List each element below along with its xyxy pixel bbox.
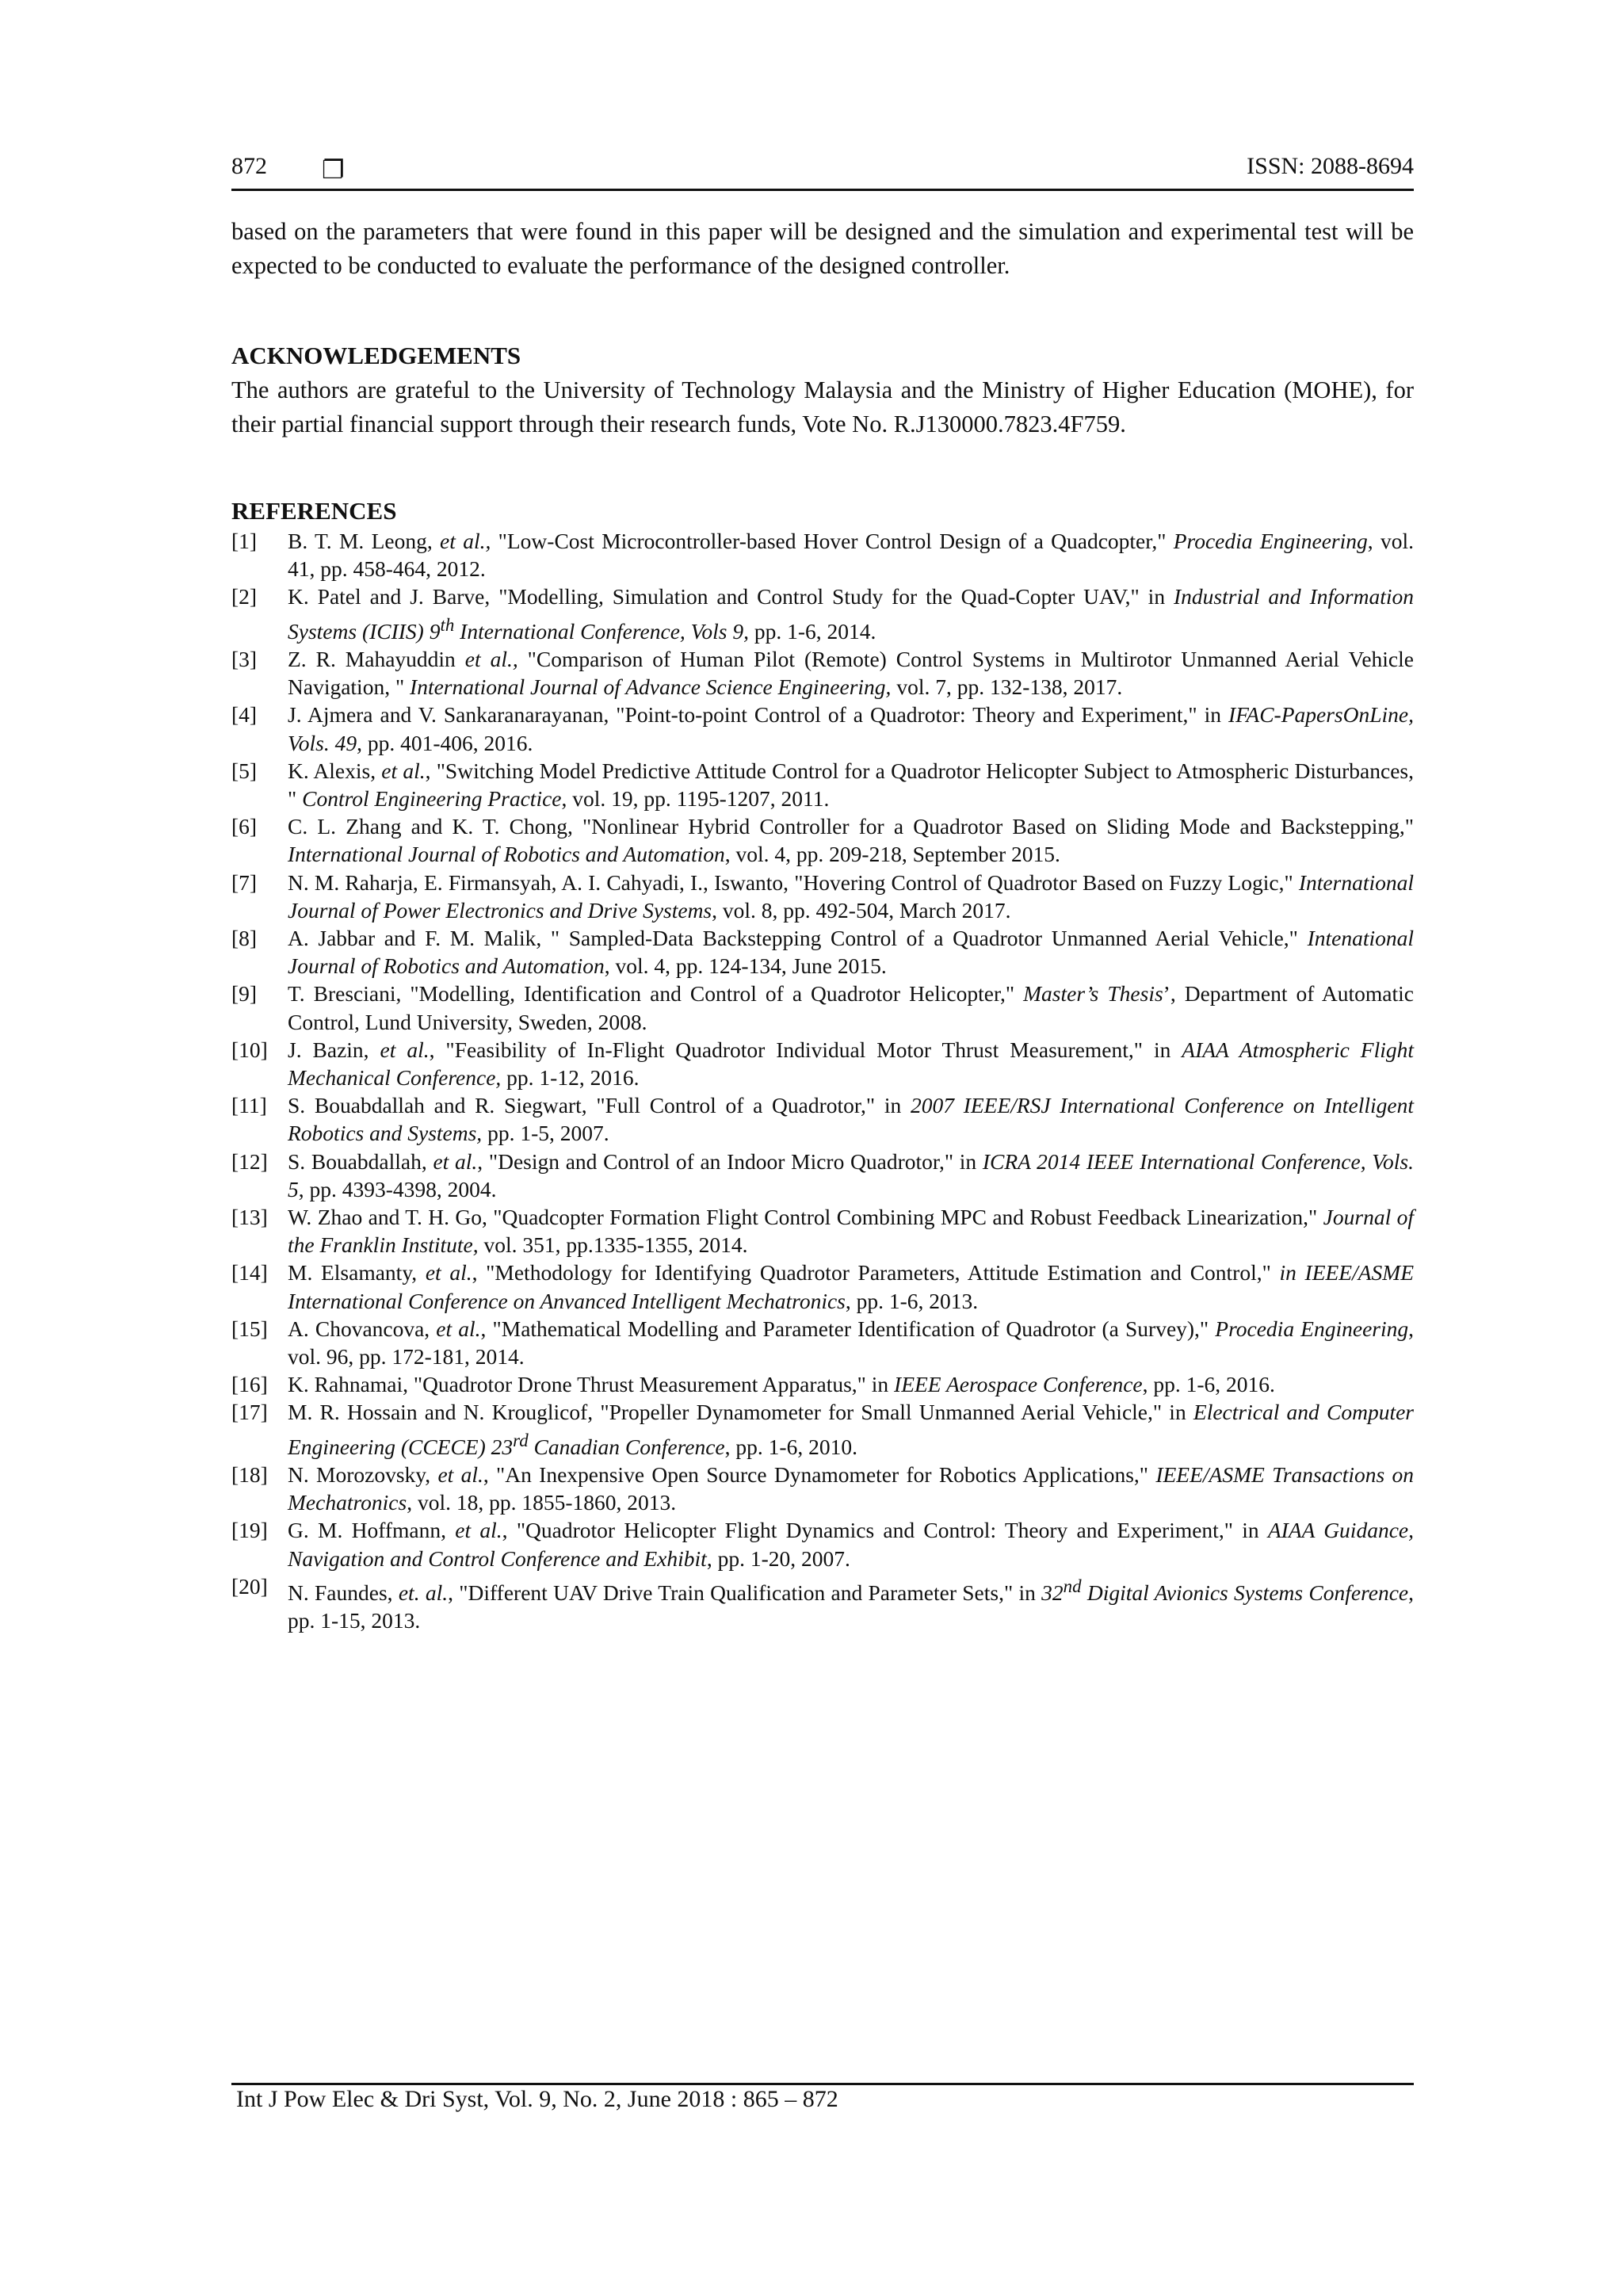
reference-number: [16] bbox=[231, 1372, 268, 1397]
reference-item bbox=[231, 980, 1414, 1035]
ref-text: B. T. M. Leong, bbox=[288, 529, 441, 553]
ref-italic: et al. bbox=[455, 1518, 502, 1543]
ref-italic: et. al. bbox=[398, 1580, 449, 1605]
reference-number: [14] bbox=[231, 1260, 268, 1286]
ref-text: pp. 1-12, 2016. bbox=[501, 1065, 640, 1091]
ref-text: , "Different UAV Drive Train Qualification and Parameter Sets," in bbox=[448, 1580, 1042, 1605]
reference-number: [8] bbox=[231, 926, 258, 950]
reference-number: [3] bbox=[231, 646, 258, 671]
reference-number: [20] bbox=[231, 1573, 268, 1599]
ref-text: K. Rahnamai, "Quadrotor Drone Thrust Measurement Apparatus," in bbox=[288, 1372, 895, 1397]
issn-label: ISSN: 2088-8694 bbox=[1247, 153, 1414, 179]
reference-item bbox=[231, 701, 1414, 756]
ref-text: , "Mathematical Modelling and Parameter Identification of Quadrotor (a Survey)," bbox=[480, 1316, 1216, 1341]
ref-italic: et al. bbox=[436, 1316, 481, 1341]
ref-text: , pp. 1-6, 2010. bbox=[724, 1434, 857, 1459]
ref-superscript: nd bbox=[1063, 1576, 1082, 1596]
acknowledgements-heading: ACKNOWLEDGEMENTS bbox=[231, 342, 521, 369]
ref-italic: International Journal of Power Electronics and Drive Systems bbox=[288, 869, 1414, 923]
ref-text: J. Bazin, bbox=[288, 1037, 380, 1062]
reference-item bbox=[231, 1370, 1414, 1398]
intro-paragraph: based on the parameters that were found in this paper will be designed and the simulation and experimental test will be expected to be conducted to evaluate the performance of the designed controller. bbox=[231, 218, 1414, 279]
ref-text: , vol. 18, pp. 1855-1860, 2013. bbox=[407, 1490, 677, 1515]
ref-italic: Master’s Thesis bbox=[1023, 981, 1163, 1007]
ref-text: , pp. 1-15, 2013. bbox=[288, 1580, 1414, 1633]
ref-text: J. Ajmera and V. Sankaranarayanan, "Point-to-point Control of a Quadrotor: Theory and Experiment," in bbox=[288, 702, 1228, 728]
ref-text: N. Faundes, bbox=[288, 1580, 399, 1605]
page-number: 872 bbox=[231, 153, 267, 179]
reference-item bbox=[231, 1259, 1414, 1314]
ref-italic: Procedia Engineering bbox=[1173, 529, 1368, 553]
header-rule bbox=[231, 189, 1414, 191]
ref-text: K. Alexis, bbox=[288, 758, 382, 783]
ref-italic: 32 bbox=[1041, 1580, 1064, 1605]
reference-number: [15] bbox=[231, 1316, 268, 1341]
reference-number: [1] bbox=[231, 529, 258, 553]
ref-superscript: th bbox=[440, 614, 455, 635]
reference-item bbox=[231, 1461, 1414, 1516]
footer-rule bbox=[231, 2083, 1414, 2085]
ref-text: G. M. Hoffmann, bbox=[288, 1518, 456, 1543]
ref-italic: AIAA Guidance, Navigation and Control Conference and Exhibit bbox=[288, 1518, 1414, 1571]
ref-italic: et al., bbox=[440, 529, 491, 553]
ref-italic: 2007 IEEE/RSJ International Conference on Intelligent Robotics and Systems, bbox=[288, 1093, 1414, 1146]
reference-item bbox=[231, 757, 1414, 812]
ref-text: , vol. 41, pp. 458-464, 2012. bbox=[288, 529, 1414, 582]
ref-text: , pp. 1-6, 2016. bbox=[1142, 1372, 1275, 1397]
ref-text: A. Jabbar and F. M. Malik, " Sampled-Data Backstepping Control of a Quadrotor Unmanned Aerial Vehicle," bbox=[288, 926, 1308, 950]
ref-text: vol. 351, pp.1335-1355, 2014. bbox=[478, 1232, 748, 1258]
reference-number: [17] bbox=[231, 1400, 268, 1425]
ref-italic: ICRA 2014 IEEE International Conference, Vols. 5 bbox=[288, 1148, 1415, 1201]
ref-text: , vol. 8, pp. 492-504, March 2017. bbox=[712, 897, 1011, 923]
ref-text: , pp. 4393-4398, 2004. bbox=[298, 1176, 497, 1201]
checkbox-glyph-icon: ❐ bbox=[322, 155, 345, 184]
ref-italic: et al. bbox=[425, 1260, 472, 1286]
reference-number: [2] bbox=[231, 584, 258, 609]
ref-text: W. Zhao and T. H. Go, "Quadcopter Formation Flight Control Combining MPC and Robust Feedback Linearization," bbox=[288, 1205, 1323, 1230]
ref-text: , vol. 19, pp. 1195-1207, 2011. bbox=[561, 785, 830, 811]
ref-text: , "Methodology for Identifying Quadrotor Parameters, Attitude Estimation and Control," bbox=[472, 1260, 1280, 1286]
ref-text: C. L. Zhang and K. T. Chong, "Nonlinear Hybrid Controller for a Quadrotor Based on Sliding Mode and Backstepping," bbox=[288, 814, 1414, 839]
ref-italic: Procedia Engineering bbox=[1215, 1316, 1409, 1341]
reference-number: [7] bbox=[231, 869, 258, 895]
reference-item bbox=[231, 527, 1414, 583]
ref-text: , pp. 1-6, 2013. bbox=[845, 1288, 979, 1313]
ref-italic: IFAC-PapersOnLine, Vols. 49 bbox=[288, 702, 1414, 755]
reference-item bbox=[231, 1398, 1414, 1461]
acknowledgements-text: The authors are grateful to the University of Technology Malaysia and the Ministry of Higher Education (MOHE), for their partial financial support through their research funds, Vote No. R.J130000.7823.4F759. bbox=[231, 376, 1414, 437]
ref-italic: International Conference, Vols 9, bbox=[454, 618, 749, 644]
ref-italic: International Journal of Advance Science Engineering, bbox=[410, 674, 892, 700]
ref-text: , pp. 1-20, 2007. bbox=[706, 1545, 850, 1571]
ref-italic: et al. bbox=[437, 1462, 483, 1488]
page-footer: Int J Pow Elec & Dri Syst, Vol. 9, No. 2, June 2018 : 865 – 872 bbox=[236, 2086, 838, 2112]
reference-item bbox=[231, 583, 1414, 645]
ref-text: A. Chovancova, bbox=[288, 1316, 437, 1341]
ref-italic: et al. bbox=[433, 1148, 478, 1174]
ref-text: N. M. Raharja, E. Firmansyah, A. I. Cahyadi, I., Iswanto, "Hovering Control of Quadrotor Based on Fuzzy Logic," bbox=[288, 869, 1299, 895]
references-list bbox=[231, 527, 1414, 1634]
ref-text: , "Switching Model Predictive Attitude Control for a Quadrotor Helicopter Subject to Atmospheric Disturbances, " bbox=[288, 758, 1415, 811]
reference-item bbox=[231, 1315, 1414, 1370]
reference-item bbox=[231, 924, 1414, 980]
ref-italic: et al., bbox=[464, 646, 518, 671]
ref-italic: in IEEE/ASME International Conference on Anvanced Intelligent Mechatronics bbox=[288, 1260, 1415, 1313]
ref-text: , pp. 401-406, 2016. bbox=[357, 730, 533, 755]
ref-italic: Canadian Conference bbox=[528, 1434, 725, 1459]
reference-item bbox=[231, 812, 1414, 868]
reference-number: [18] bbox=[231, 1462, 268, 1488]
ref-text: , "Quadrotor Helicopter Flight Dynamics and Control: Theory and Experiment," in bbox=[502, 1518, 1268, 1543]
reference-item bbox=[231, 1036, 1414, 1091]
reference-item bbox=[231, 1572, 1414, 1635]
ref-text: pp. 1-5, 2007. bbox=[482, 1121, 609, 1146]
ref-italic: AIAA Atmospheric Flight Mechanical Conference, bbox=[288, 1037, 1414, 1091]
ref-text: , "An Inexpensive Open Source Dynamometer for Robotics Applications," bbox=[483, 1462, 1156, 1488]
ref-italic: Intenational Journal of Robotics and Automation bbox=[288, 926, 1414, 979]
ref-italic: et al. bbox=[381, 758, 426, 783]
reference-item bbox=[231, 1516, 1414, 1572]
ref-text: , vol. 96, pp. 172-181, 2014. bbox=[288, 1316, 1414, 1370]
ref-text: N. Morozovsky, bbox=[288, 1462, 438, 1488]
ref-italic: Industrial and Information Systems (ICIIS) 9 bbox=[288, 584, 1414, 644]
reference-number: [11] bbox=[231, 1093, 267, 1118]
reference-number: [10] bbox=[231, 1037, 268, 1062]
reference-item bbox=[231, 1091, 1414, 1147]
reference-number: [13] bbox=[231, 1205, 268, 1230]
ref-text: K. Patel and J. Barve, "Modelling, Simulation and Control Study for the Quad-Copter UAV," in bbox=[288, 584, 1174, 609]
ref-text: ’, Department of Automatic Control, Lund University, Sweden, 2008. bbox=[288, 981, 1414, 1034]
page-header bbox=[231, 153, 1414, 188]
reference-number: [9] bbox=[231, 981, 258, 1007]
ref-text: Z. R. Mahayuddin bbox=[288, 646, 465, 671]
ref-text: "Low-Cost Microcontroller-based Hover Control Design of a Quadcopter," bbox=[491, 529, 1174, 553]
reference-number: [5] bbox=[231, 758, 258, 783]
ref-text: M. Elsamanty, bbox=[288, 1260, 426, 1286]
references-heading: REFERENCES bbox=[231, 497, 397, 525]
ref-text: , vol. 4, pp. 209-218, September 2015. bbox=[724, 842, 1060, 867]
ref-italic: et al. bbox=[380, 1037, 430, 1062]
ref-text: S. Bouabdallah and R. Siegwart, "Full Control of a Quadrotor," in bbox=[288, 1093, 911, 1118]
ref-text: "Comparison of Human Pilot (Remote) Control Systems in Multirotor Unmanned Aerial Vehicle Navigation, " bbox=[288, 646, 1414, 700]
ref-italic: Control Engineering Practice bbox=[302, 785, 562, 811]
ref-text: M. R. Hossain and N. Krouglicof, "Propeller Dynamometer for Small Unmanned Aerial Vehicle," in bbox=[288, 1400, 1193, 1425]
ref-text: T. Bresciani, "Modelling, Identification and Control of a Quadrotor Helicopter," bbox=[288, 981, 1024, 1007]
ref-italic: Digital Avionics Systems Conference bbox=[1081, 1580, 1409, 1605]
reference-number: [12] bbox=[231, 1148, 268, 1174]
reference-number: [6] bbox=[231, 814, 258, 839]
reference-item bbox=[231, 645, 1414, 701]
reference-item bbox=[231, 869, 1414, 924]
reference-number: [19] bbox=[231, 1518, 268, 1543]
ref-italic: Electrical and Computer Engineering (CCECE) 23 bbox=[288, 1400, 1414, 1459]
ref-italic: IEEE Aerospace Conference bbox=[894, 1372, 1143, 1397]
ref-italic: International Journal of Robotics and Automation bbox=[288, 842, 725, 867]
ref-text: , vol. 4, pp. 124-134, June 2015. bbox=[604, 953, 887, 979]
ref-text: , "Design and Control of an Indoor Micro Quadrotor," in bbox=[477, 1148, 983, 1174]
ref-text: pp. 1-6, 2014. bbox=[749, 618, 876, 644]
reference-item bbox=[231, 1203, 1414, 1259]
reference-item bbox=[231, 1148, 1414, 1203]
ref-italic: IEEE/ASME Transactions on Mechatronics bbox=[288, 1462, 1414, 1515]
ref-text: S. Bouabdallah, bbox=[288, 1148, 433, 1174]
ref-superscript: rd bbox=[513, 1430, 529, 1450]
ref-italic: Journal of the Franklin Institute, bbox=[288, 1205, 1414, 1258]
ref-text: vol. 7, pp. 132-138, 2017. bbox=[891, 674, 1123, 700]
reference-number: [4] bbox=[231, 702, 258, 728]
ref-text: , "Feasibility of In-Flight Quadrotor Individual Motor Thrust Measurement," in bbox=[429, 1037, 1182, 1062]
